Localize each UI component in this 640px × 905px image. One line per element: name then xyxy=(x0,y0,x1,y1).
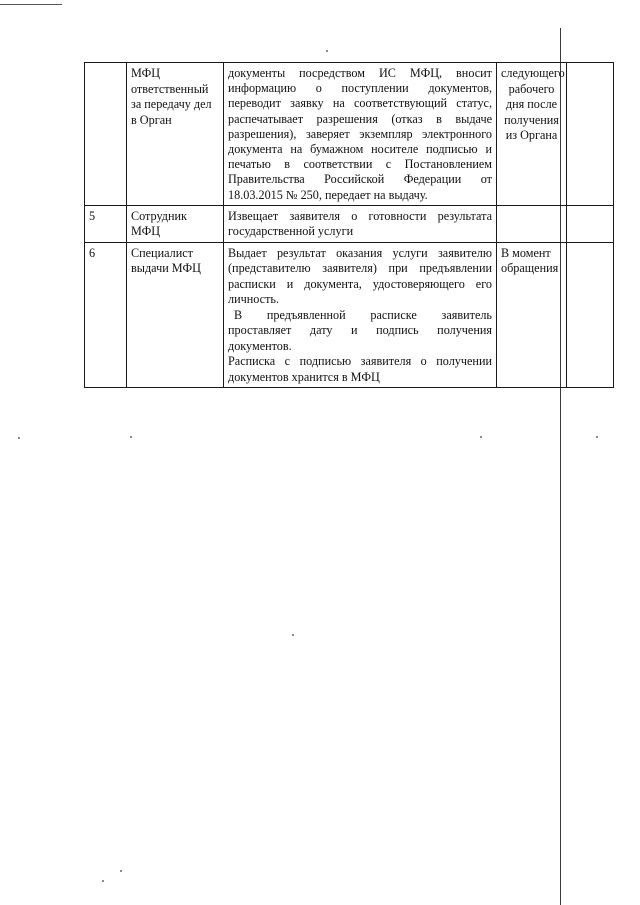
table-row xyxy=(85,205,614,242)
scan-speck xyxy=(102,880,104,882)
table-row xyxy=(85,242,614,388)
action-description xyxy=(224,242,497,388)
scan-speck xyxy=(130,436,132,438)
deadline xyxy=(497,205,567,242)
scan-speck xyxy=(326,50,328,52)
scan-edge-mark xyxy=(0,4,62,5)
scan-speck xyxy=(18,437,20,439)
responsible-person: МФЦ ответственный за передачу дел в Орган xyxy=(127,63,224,206)
action-paragraph: Расписка с подписью заявителя о получении документов хранится в МФЦ xyxy=(228,354,492,384)
deadline: В момент обращения xyxy=(497,242,567,388)
procedure-table xyxy=(84,62,614,388)
action-description: Извещает заявителя о готовности результата государственной услуги xyxy=(224,205,497,242)
scan-speck xyxy=(120,870,122,872)
responsible-person: Специалист выдачи МФЦ xyxy=(127,242,224,388)
extra-cell xyxy=(567,205,614,242)
row-number: 6 xyxy=(85,242,127,388)
scan-speck xyxy=(292,634,294,636)
deadline: следующего рабочего дня после получения из Органа xyxy=(497,63,567,206)
action-description: документы посредством ИС МФЦ, вносит информацию о поступлении документов, переводит заявку на соответствующий статус, распечатывает разрешения (отказ в выдаче разрешения), заверяет экземпляр электронного документа на бумажном носителе подписью и печатью в соответствии с Постановлением Правительства Российской Федерации от 18.03.2015 № 250, передает на выдачу. xyxy=(224,63,497,206)
table-row xyxy=(85,63,614,206)
scan-speck xyxy=(480,436,482,438)
extra-cell xyxy=(567,242,614,388)
action-paragraph: Выдает результат оказания услуги заявителю (представителю заявителя) при предъявлении расписки и документа, удостоверяющего его личность. xyxy=(228,245,492,307)
scan-speck xyxy=(596,436,598,438)
action-paragraph: В предъявленной расписке заявитель проставляет дату и подпись получения документов. xyxy=(228,307,492,353)
extra-cell xyxy=(567,63,614,206)
row-number: 5 xyxy=(85,205,127,242)
row-number xyxy=(85,63,127,206)
responsible-person: Сотрудник МФЦ xyxy=(127,205,224,242)
